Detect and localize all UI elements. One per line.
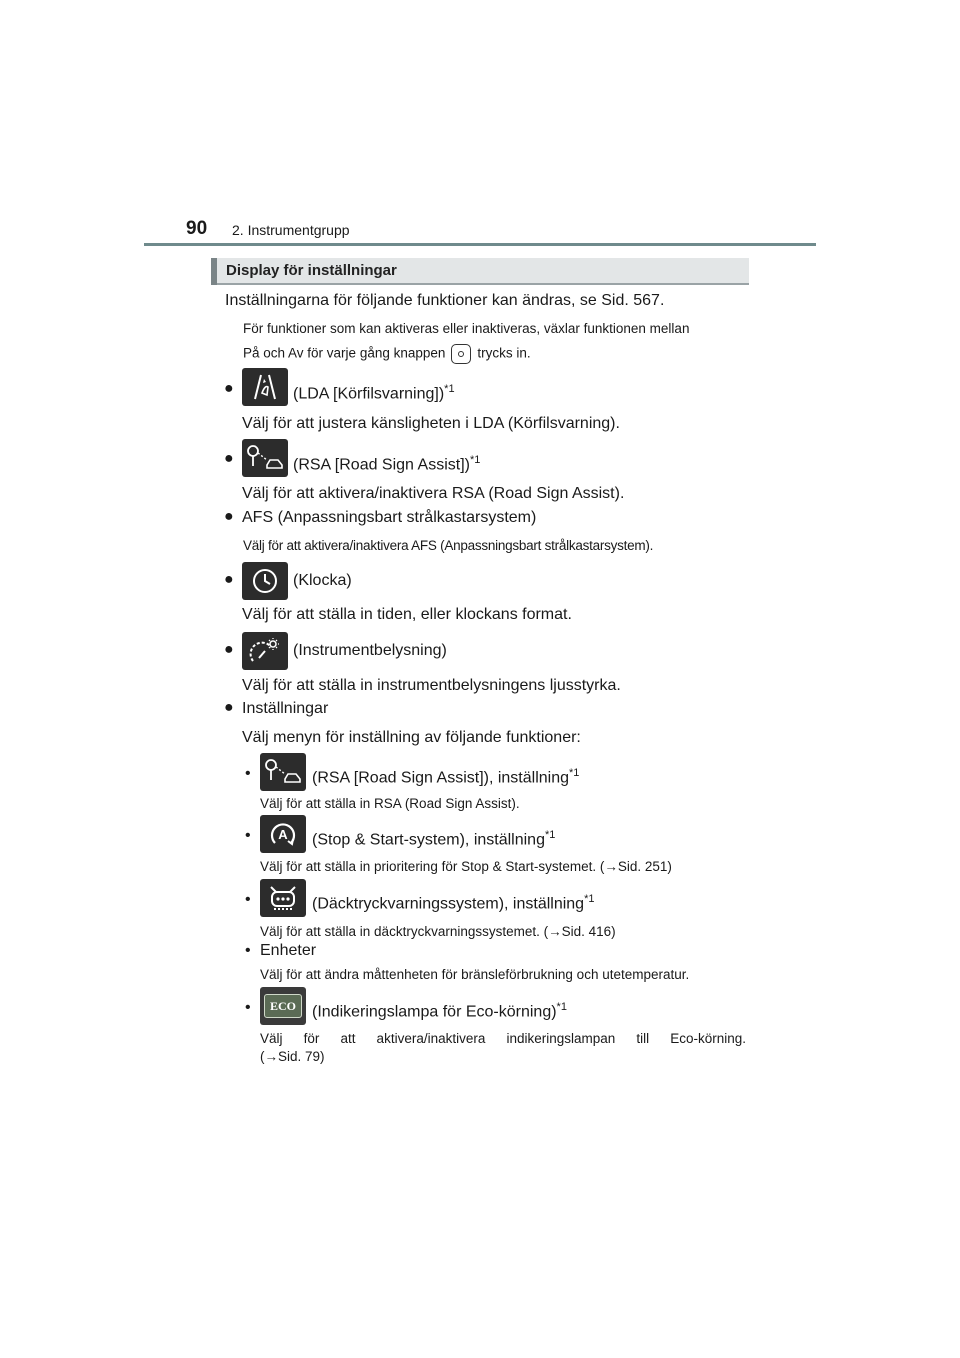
intro-note-line1: För funktioner som kan aktiveras eller inaktiveras, växlar funktionen mellan	[243, 321, 690, 336]
stop-start-icon	[260, 815, 306, 853]
intro-note-after: trycks in.	[477, 345, 531, 361]
intro-note-line2	[243, 344, 531, 364]
intro-note-before: På och Av för varje gång knappen	[243, 345, 446, 361]
sub-bullet-eco: •	[245, 999, 251, 1016]
lda-label-text: (LDA [Körfilsvarning])	[293, 385, 445, 403]
bullet-settings: ●	[224, 699, 234, 716]
bullet-rsa: ●	[224, 450, 234, 467]
sub-stopstart-label	[312, 825, 555, 850]
sub-units-label: Enheter	[260, 942, 317, 959]
road-sign-assist-icon	[242, 439, 288, 477]
rsa-label-text: (RSA [Road Sign Assist])	[293, 456, 470, 474]
section-heading	[211, 258, 749, 285]
sub-rsa-label-text: (RSA [Road Sign Assist]), inställning	[312, 769, 570, 787]
footnote-marker: *1	[544, 829, 556, 841]
sub-eco-label-text: (Indikeringslampa för Eco-körning)	[312, 1003, 557, 1021]
tire-pressure-icon	[260, 879, 306, 917]
instrument-illumination-icon	[242, 632, 288, 670]
sub-stopstart-description: Välj för att ställa in prioritering för Stop & Start-systemet. (→Sid. 251)	[260, 859, 672, 874]
footnote-marker: *1	[569, 767, 580, 779]
lane-departure-icon	[242, 368, 288, 406]
eco-indicator-icon	[260, 987, 306, 1025]
sub-tpws-label	[312, 889, 594, 914]
page-number: 90	[186, 218, 208, 239]
clock-description: Välj för att ställa in tiden, eller klockans format.	[242, 606, 572, 623]
sub-tpws-description: Välj för att ställa in däcktryckvarningssystemet. (→Sid. 416)	[260, 924, 616, 939]
afs-label: AFS (Anpassningsbart strålkastarsystem)	[242, 509, 537, 526]
eco-icon-text: ECO	[264, 994, 302, 1018]
sub-bullet-rsa: •	[245, 765, 251, 782]
footnote-marker: *1	[584, 893, 595, 905]
clock-label: (Klocka)	[293, 572, 352, 589]
rsa-label	[293, 450, 480, 475]
lda-label	[293, 379, 455, 404]
meter-button-icon	[451, 344, 471, 364]
sub-eco-description-line1: Välj för att aktivera/inaktivera indikeringslampan till Eco-körning.	[260, 1031, 746, 1046]
footnote-marker: *1	[444, 383, 455, 395]
bullet-clock: ●	[224, 571, 234, 588]
rsa-description: Välj för att aktivera/inaktivera RSA (Road Sign Assist).	[242, 485, 625, 502]
sub-units-description: Välj för att ändra måttenheten för bränsleförbrukning och utetemperatur.	[260, 967, 690, 982]
bullet-illumination: ●	[224, 641, 234, 658]
bullet-lda: ●	[224, 380, 234, 397]
section-accent	[211, 258, 217, 285]
footnote-marker: *1	[556, 1001, 567, 1013]
afs-description: Välj för att aktivera/inaktivera AFS (Anpassningsbart strålkastarsystem).	[243, 538, 654, 553]
sub-eco-label	[312, 997, 567, 1022]
header-rule	[144, 243, 816, 246]
road-sign-assist-icon	[260, 753, 306, 791]
chapter-title: 2. Instrumentgrupp	[232, 222, 350, 238]
intro-text: Inställningarna för följande funktioner kan ändras, se Sid. 567.	[225, 292, 665, 309]
sub-tpws-label-text: (Däcktryckvarningssystem), inställning	[312, 895, 585, 913]
illumination-label: (Instrumentbelysning)	[293, 642, 447, 659]
sub-bullet-tpws: •	[245, 891, 251, 908]
section-title: Display för inställningar	[226, 262, 397, 279]
sub-bullet-stopstart: •	[245, 827, 251, 844]
settings-description: Välj menyn för inställning av följande funktioner:	[242, 729, 581, 746]
settings-label: Inställningar	[242, 700, 329, 717]
clock-icon	[242, 562, 288, 600]
illumination-description: Välj för att ställa in instrumentbelysningens ljusstyrka.	[242, 677, 621, 694]
sub-bullet-units: •	[245, 942, 251, 959]
lda-description: Välj för att justera känsligheten i LDA (Körfilsvarning).	[242, 415, 620, 432]
sub-eco-description-line2: (→Sid. 79)	[260, 1049, 325, 1064]
sub-stopstart-label-text: (Stop & Start-system), inställning	[312, 831, 545, 849]
sub-rsa-label	[312, 763, 579, 788]
sub-rsa-description: Välj för att ställa in RSA (Road Sign Assist).	[260, 796, 520, 811]
bullet-afs: ●	[224, 508, 234, 525]
footnote-marker: *1	[469, 454, 481, 466]
svg-text:A: A	[278, 827, 288, 842]
